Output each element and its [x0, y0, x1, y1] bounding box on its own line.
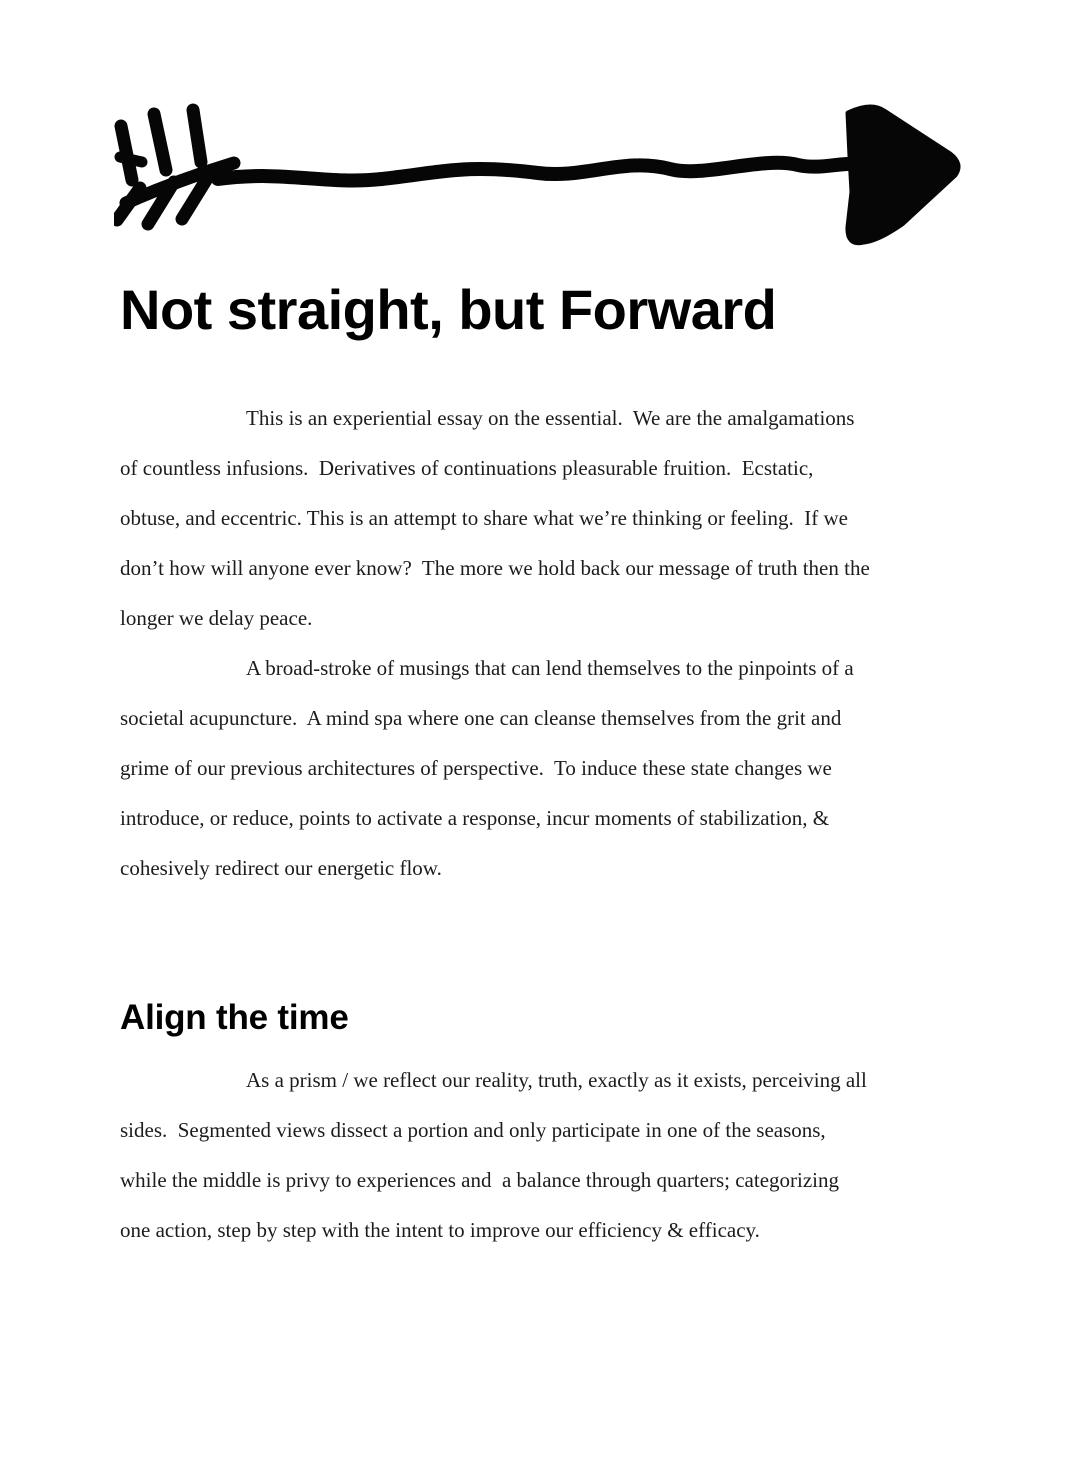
- paragraph-line: of countless infusions. Derivatives of continuations pleasurable fruition. Ecstatic,: [120, 456, 814, 481]
- hand-drawn-arrow-right-icon: [114, 100, 962, 248]
- paragraph-line: obtuse, and eccentric. This is an attempt to share what we’re thinking or feeling. If we: [120, 506, 848, 531]
- section-heading: Align the time: [120, 998, 349, 1038]
- paragraph-line: don’t how will anyone ever know? The more we hold back our message of truth then the: [120, 556, 870, 581]
- paragraph-line: cohesively redirect our energetic flow.: [120, 856, 442, 881]
- intro-paragraph-2: [120, 643, 954, 893]
- paragraph-line: This is an experiential essay on the essential. We are the amalgamations: [246, 406, 855, 431]
- paragraph-line: grime of our previous architectures of perspective. To induce these state changes we: [120, 756, 832, 781]
- paragraph-line: introduce, or reduce, points to activate a response, incur moments of stabilization, &: [120, 806, 830, 831]
- paragraph-line: societal acupuncture. A mind spa where one can cleanse themselves from the grit and: [120, 706, 842, 731]
- paragraph-line: longer we delay peace.: [120, 606, 313, 631]
- document-page: [0, 100, 1072, 1484]
- paragraph-line: As a prism / we reflect our reality, truth, exactly as it exists, perceiving all: [246, 1068, 867, 1093]
- paragraph-line: A broad-stroke of musings that can lend themselves to the pinpoints of a: [246, 656, 854, 681]
- paragraph-line: one action, step by step with the intent to improve our efficiency & efficacy.: [120, 1218, 760, 1243]
- section-paragraph-1: [120, 1055, 954, 1255]
- paragraph-line: sides. Segmented views dissect a portion and only participate in one of the seasons,: [120, 1118, 826, 1143]
- document-title: Not straight, but Forward: [120, 278, 777, 341]
- paragraph-line: while the middle is privy to experiences and a balance through quarters; categorizing: [120, 1168, 839, 1193]
- intro-paragraph-1: [120, 393, 954, 643]
